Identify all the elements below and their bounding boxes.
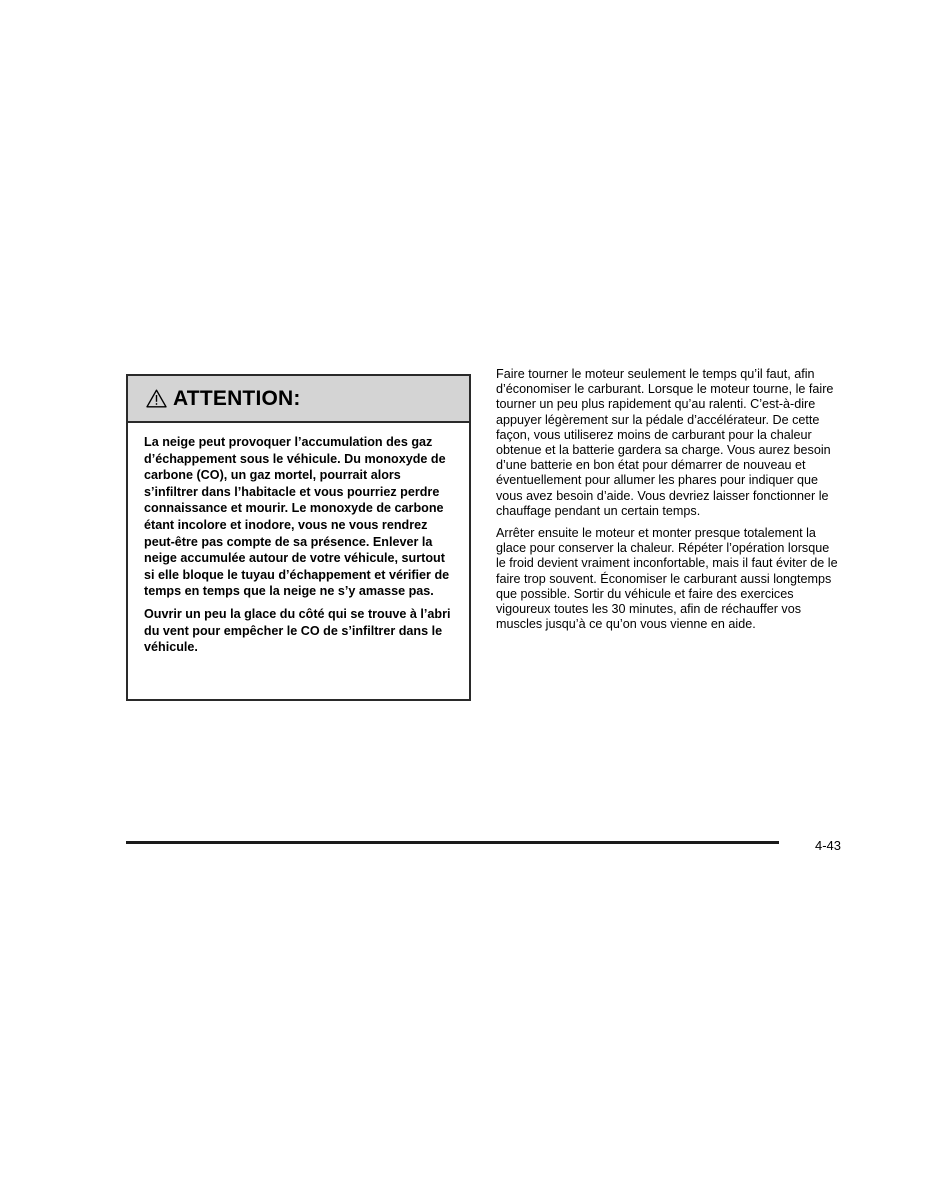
body-paragraph: Arrêter ensuite le moteur et monter presque totalement la glace pour conserver la chaleur. Répéter l’opération lorsque le froid devient vraiment inconfortable, mais il faut éviter de le faire trop souvent. Économiser le carburant aussi longtemps que possible. Sortir du véhicule et faire des exercices vigoureux toutes les 30 minutes, afin de réchauffer vos muscles jusqu’à ce qu’on vous vienne en aide. (496, 526, 838, 632)
page-number: 4-43 (815, 838, 842, 853)
warning-header (128, 376, 469, 423)
warning-body (128, 423, 469, 656)
warning-title: ATTENTION: (173, 386, 301, 410)
warning-triangle-icon (146, 389, 167, 408)
warning-box (126, 374, 471, 701)
body-text-column (496, 367, 841, 639)
footer-divider (126, 841, 779, 844)
body-paragraph: Faire tourner le moteur seulement le temps qu’il faut, afin d’économiser le carburant. Lorsque le moteur tourne, le faire tourner un peu plus rapidement qu’au ralenti. C’est-à-dire appuyer légèrement sur la pédale d’accélérateur. De cette façon, vous utiliserez moins de carburant pour la chaleur obtenue et la batterie gardera sa charge. Vous aurez besoin d’une batterie en bon état pour démarrer de nouveau et éventuellement pour allumer les phares pour indiquer que vous avez besoin d’aide. Vous devriez laisser fonctionner le chauffage pendant un certain temps. (496, 367, 834, 518)
warning-paragraph: La neige peut provoquer l’accumulation des gaz d’échappement sous le véhicule. Du monoxyde de carbone (CO), un gaz mortel, pourrait alors s’infiltrer dans l’habitacle et vous pourriez perdre connaissance et mourir. Le monoxyde de carbone étant incolore et inodore, vous ne vous rendrez peut-être pas compte de sa présence. Enlever la neige accumulée autour de votre véhicule, surtout si elle bloque le tuyau d’échappement et vérifier de temps en temps que la neige ne s’y amasse pas. (144, 435, 450, 599)
warning-paragraph: Ouvrir un peu la glace du côté qui se trouve à l’abri du vent pour empêcher le CO de s’infiltrer dans le véhicule. (144, 606, 451, 655)
